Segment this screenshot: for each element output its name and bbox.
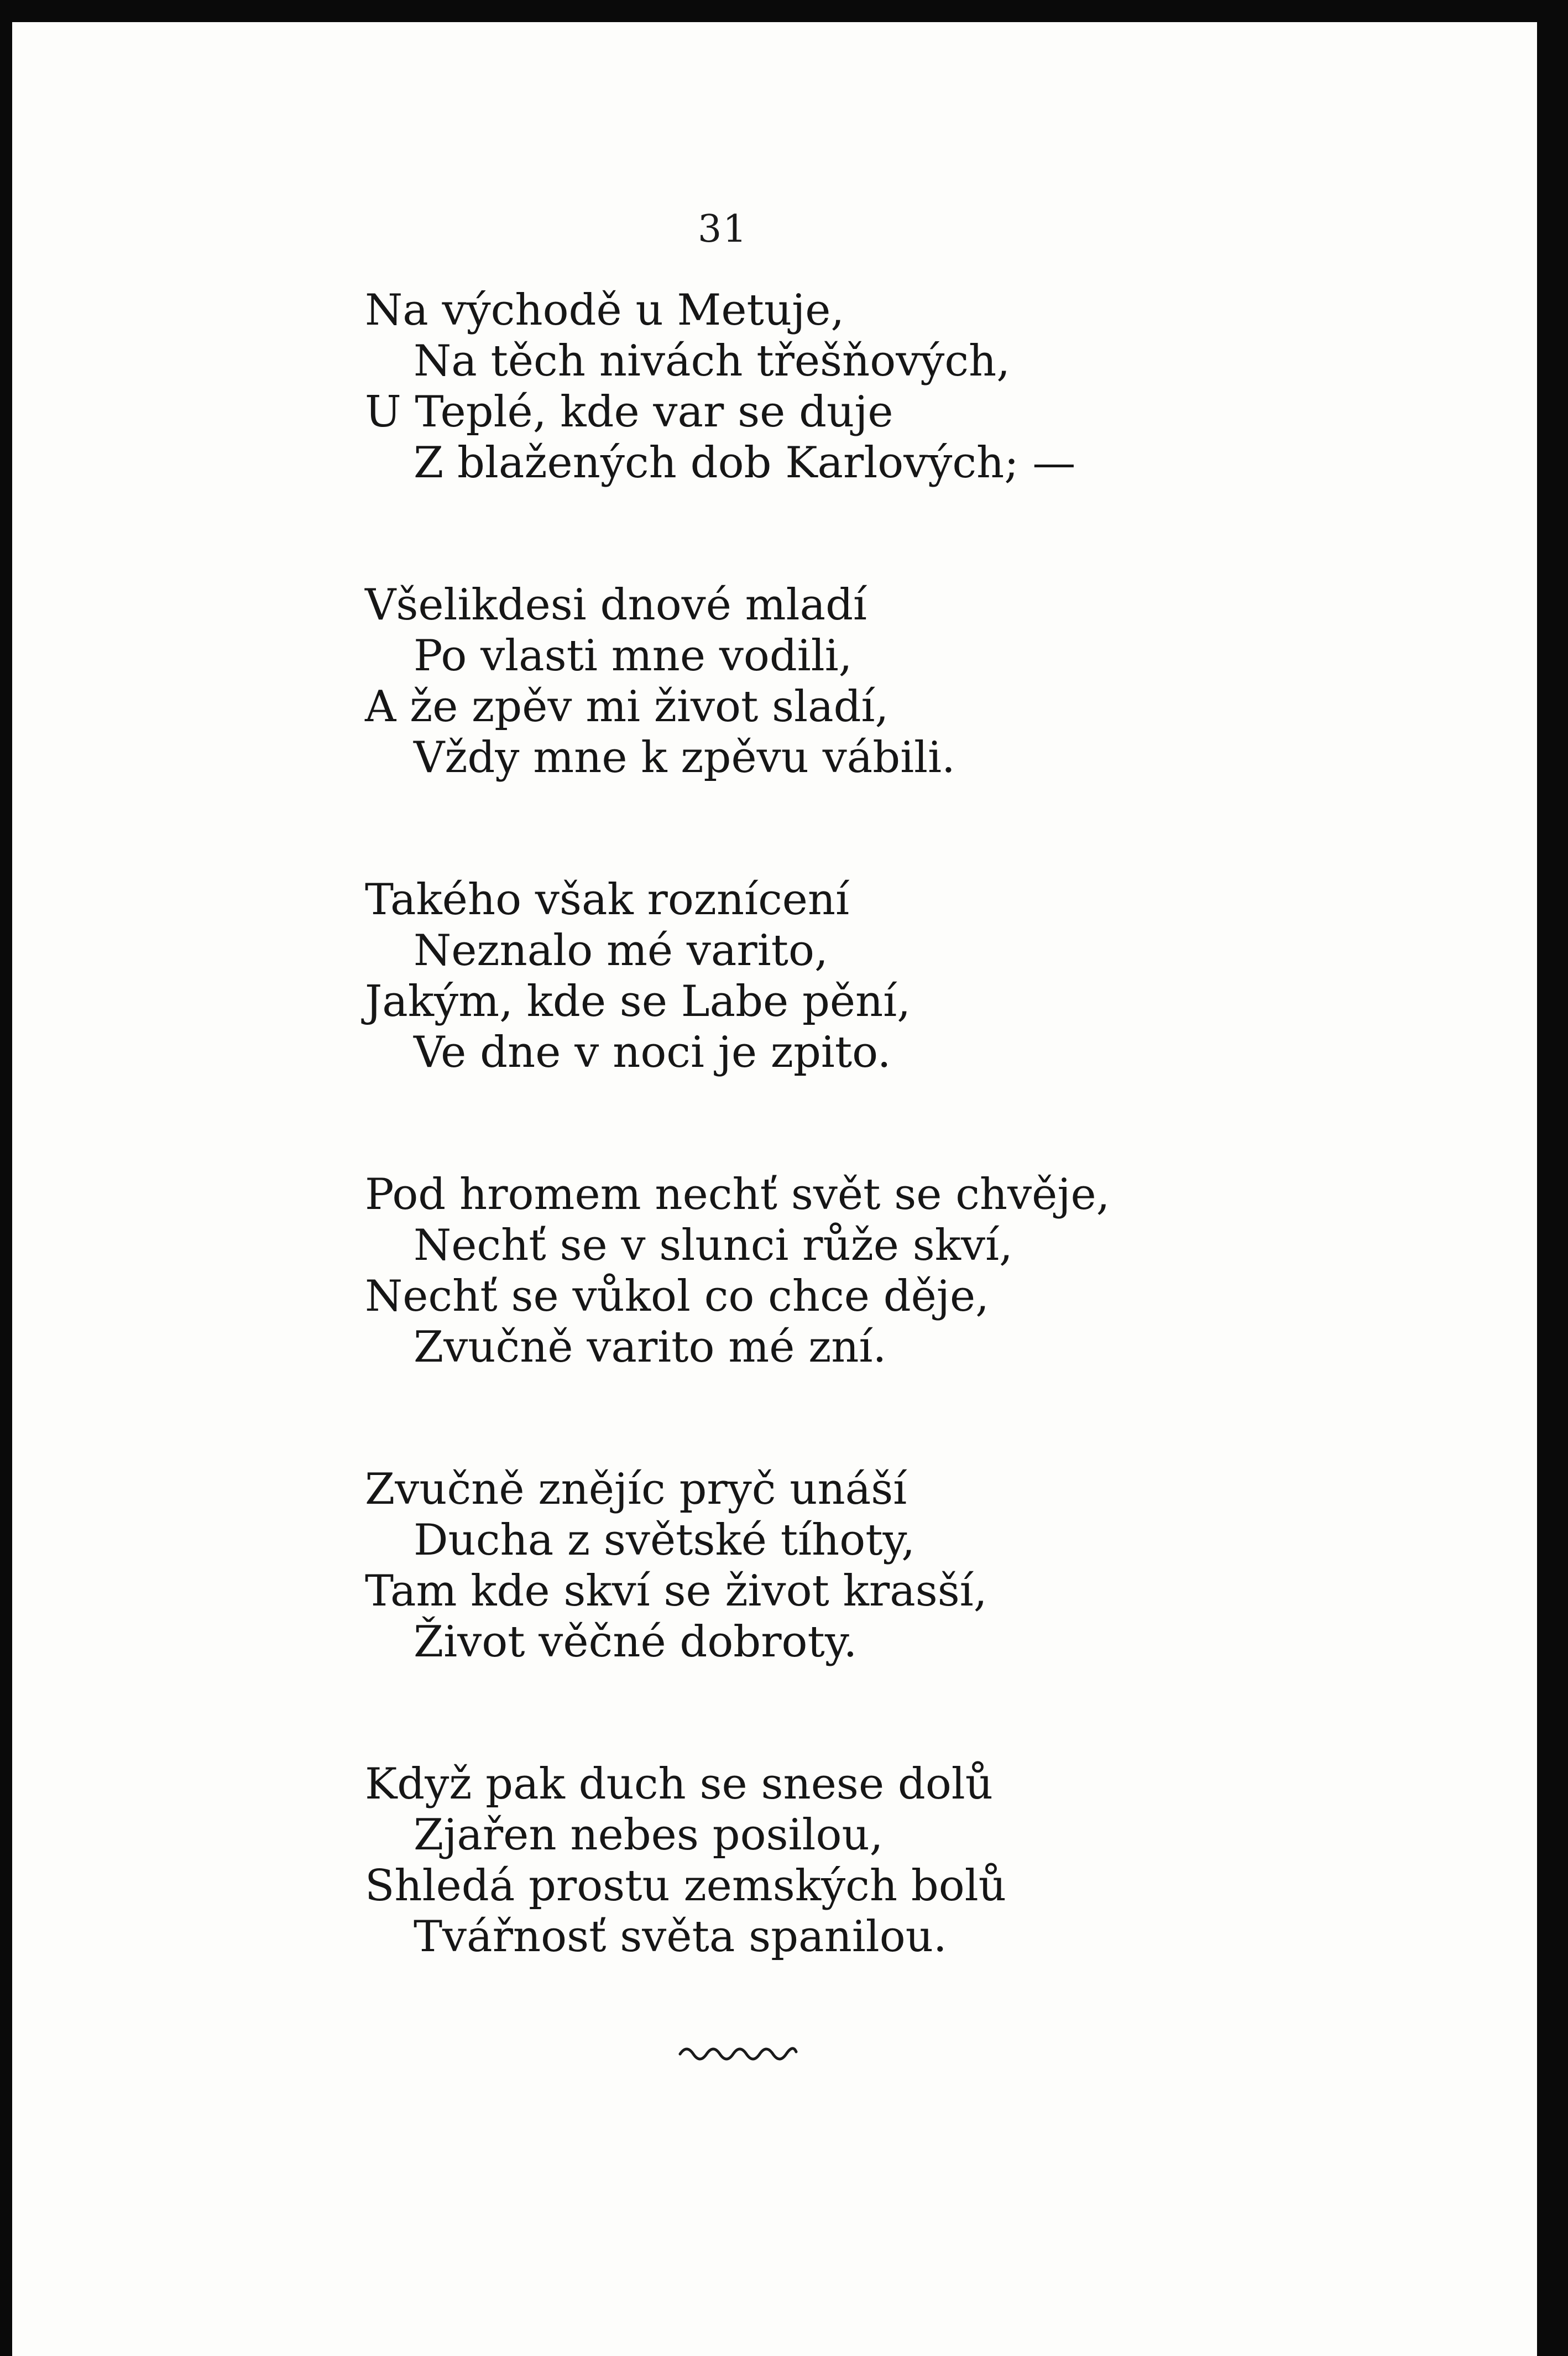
poem-line: A že zpěv mi život sladí,	[365, 682, 889, 732]
poem-line: Ducha z světské tíhoty,	[414, 1515, 916, 1565]
stanza-1	[365, 285, 1194, 488]
poem-line: Takého však roznícení	[365, 875, 850, 925]
poem-line: Vždy mne k zpěvu vábili.	[414, 733, 955, 783]
page-number: 31	[698, 207, 748, 251]
poem-line: Shledá prostu zemských bolů	[365, 1861, 1006, 1911]
scan-border-right	[1537, 0, 1568, 2356]
stanza-3	[365, 874, 1194, 1078]
poem-line: Neznalo mé varito,	[414, 926, 828, 976]
poem-line: Ve dne v noci je zpito.	[414, 1028, 891, 1077]
wavy-line-ornament-icon	[677, 2041, 799, 2063]
poem-line: Když pak duch se snese dolů	[365, 1759, 993, 1809]
poem-line: Tvářnosť světa spanilou.	[414, 1912, 947, 1962]
poem-line: U Teplé, kde var se duje	[365, 387, 893, 437]
stanza-5	[365, 1464, 1194, 1667]
stanza-4	[365, 1169, 1194, 1373]
scan-border-left	[0, 0, 12, 2356]
stanza-6	[365, 1759, 1194, 1962]
poem-line: Zvučně varito mé zní.	[414, 1322, 887, 1372]
poem-line: Na těch nivách třešňových,	[414, 336, 1011, 386]
poem-line: Z blažených dob Karlových; —	[414, 438, 1076, 488]
poem-line: Pod hromem nechť svět se chvěje,	[365, 1170, 1110, 1219]
poem-line: Všelikdesi dnové mladí	[365, 580, 867, 630]
poem-line: Nechť se vůkol co chce děje,	[365, 1271, 989, 1321]
poem	[365, 285, 1194, 2053]
poem-line: Tam kde skví se život krasší,	[365, 1566, 987, 1616]
poem-line: Na východě u Metuje,	[365, 285, 845, 335]
poem-line: Po vlasti mne vodili,	[414, 631, 853, 681]
poem-line: Jakým, kde se Labe pění,	[365, 977, 911, 1026]
stanza-2	[365, 580, 1194, 783]
poem-line: Nechť se v slunci růže skví,	[414, 1221, 1013, 1270]
poem-line: Život věčné dobroty.	[414, 1617, 858, 1667]
scan-border-top	[0, 0, 1568, 22]
poem-line: Zjařen nebes posilou,	[414, 1810, 884, 1860]
poem-line: Zvučně znějíc pryč unáší	[365, 1464, 907, 1514]
